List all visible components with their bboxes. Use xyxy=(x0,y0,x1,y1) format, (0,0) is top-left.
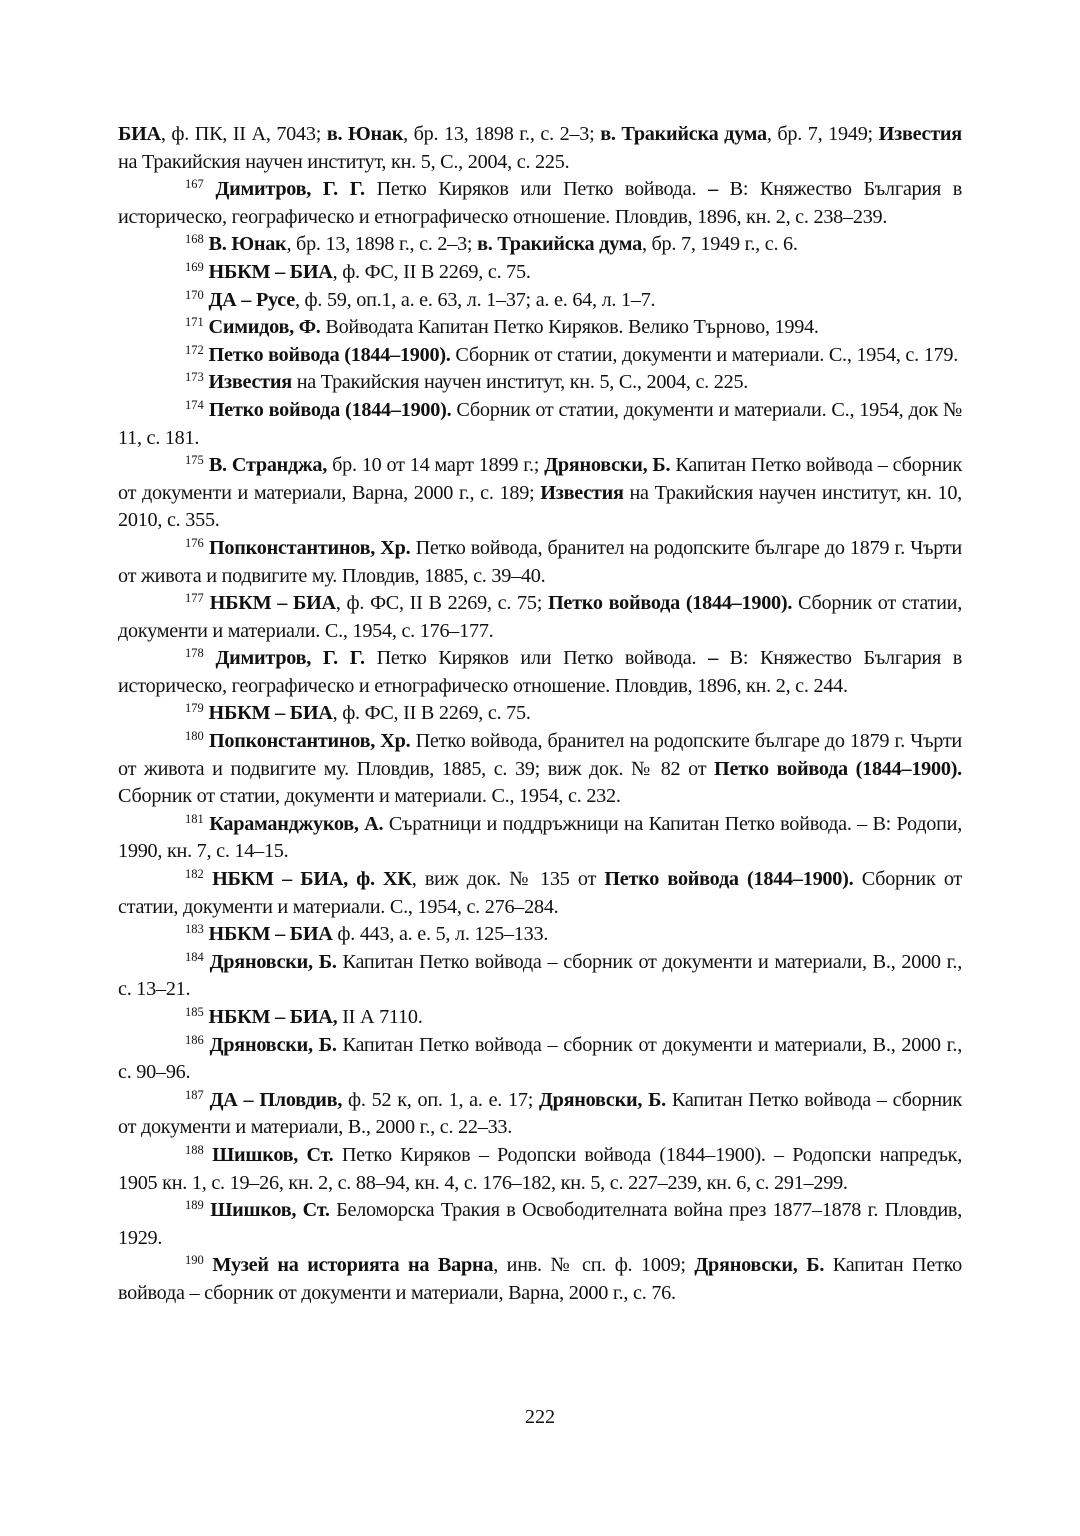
footnote-text: , бр. 13, 1898 г., с. 2–3; xyxy=(286,233,478,256)
footnote-text: Капитан Петко войвода – сборник от документи и материали, В., 2000 г., с. 22–33. xyxy=(118,1088,963,1139)
footnote-text: Капитан Петко войвода – сборник от документи и материали, В., 2000 г., с. 90–96. xyxy=(118,1033,963,1084)
footnote xyxy=(118,921,962,949)
footnote-bold-text: в. Юнак xyxy=(326,123,404,145)
footnote-bold-text: В. Странджа, xyxy=(208,454,328,477)
footnote-bold-text: – xyxy=(708,178,718,201)
footnote-bold-text: Попконстантинов, Хр. xyxy=(208,730,411,753)
footnote-bold-text: НБКМ – БИА xyxy=(208,260,333,283)
footnote-number: 168 xyxy=(185,232,204,247)
footnote-number: 185 xyxy=(185,1004,204,1019)
footnote xyxy=(118,342,962,370)
footnote-bold-text: Шишков, Ст. xyxy=(210,1199,330,1222)
footnote xyxy=(118,369,962,397)
footnote-number: 190 xyxy=(185,1253,204,1268)
footnote-text: В: Княжество България в историческо, географическо и етнографическо отношение. Пловдив, 1896, кн. 2, с. 238–239. xyxy=(118,178,963,228)
footnote-bold-text: Известия xyxy=(878,123,962,145)
footnotes-list xyxy=(118,121,962,1308)
footnote-text: , ф. ФС, II В 2269, с. 75. xyxy=(332,260,531,283)
footnote-bold-text: Димитров, Г. Г. xyxy=(215,647,365,670)
footnote-bold-text: ДА – Пловдив, xyxy=(209,1088,343,1111)
footnote-text: бр. 10 от 14 март 1899 г.; xyxy=(327,454,545,477)
footnote-bold-text: Петко войвода (1844–1900). xyxy=(604,868,854,891)
footnote-number: 177 xyxy=(185,590,204,605)
footnote xyxy=(118,121,962,176)
footnote xyxy=(118,397,962,452)
footnote-text: Беломорска Тракия в Освободителната война през 1877–1878 г. Пловдив, 1929. xyxy=(118,1199,963,1249)
footnote-number: 172 xyxy=(185,342,204,357)
footnote-text: Капитан Петко войвода – сборник от документи и материали, Варна, 2000 г., с. 76. xyxy=(118,1254,963,1304)
footnote-text: , ф. ФС, II В 2269, с. 75. xyxy=(332,702,531,725)
footnote-text: Петко войвода, бранител на родопските българе до 1879 г. Чърти от живота и подвигите му. Пловдив, 1885, с. 39; виж док. № 82 от xyxy=(118,730,962,780)
footnote-text: Петко Киряков или Петко войвода. xyxy=(364,647,709,670)
page-number: 222 xyxy=(524,1406,556,1428)
footnote-number: 171 xyxy=(185,314,204,329)
footnote xyxy=(118,590,962,645)
footnote-bold-text: Петко войвода (1844–1900). xyxy=(208,398,452,421)
footnote xyxy=(118,1004,962,1032)
footnote-bold-text: Петко войвода (1844–1900). xyxy=(547,592,793,615)
footnote-number: 173 xyxy=(185,370,204,385)
footnote-text: Сборник от статии, документи и материали. С., 1954, с. 276–284. xyxy=(118,868,962,918)
footnote-bold-text: в. Тракийска дума xyxy=(600,123,767,145)
footnote-text: , ф. ФС, II В 2269, с. 75; xyxy=(335,592,548,615)
footnote-number: 188 xyxy=(185,1142,204,1157)
footnote-text: Сборник от статии, документи и материали. С., 1954, с. 179. xyxy=(450,343,959,366)
footnote xyxy=(118,645,962,700)
footnote-number: 176 xyxy=(185,535,204,550)
footnote-text: Сборник от статии, документи и материали. С., 1954, с. 232. xyxy=(118,785,621,808)
footnote xyxy=(118,1252,962,1307)
footnote-number: 184 xyxy=(185,949,204,964)
footnote-number: 187 xyxy=(185,1087,204,1102)
footnote-bold-text: в. Тракийска дума xyxy=(477,233,642,256)
footnote xyxy=(118,1142,962,1197)
footnote-number: 170 xyxy=(185,287,204,302)
footnote-text: Петко войвода, бранител на родопските българе до 1879 г. Чърти от живота и подвигите му. Пловдив, 1885, с. 39–40. xyxy=(118,536,962,587)
footnote-number: 183 xyxy=(185,921,204,936)
footnote-text: В: Княжество България в историческо, географическо и етнографическо отношение. Пловдив, 1896, кн. 2, с. 244. xyxy=(118,647,963,697)
footnote-bold-text: НБКМ – БИА xyxy=(208,702,333,725)
footnote-number: 181 xyxy=(185,811,204,826)
footnote-number: 189 xyxy=(185,1197,204,1212)
footnote-text: Сборник от статии, документи и материали. С., 1954, с. 176–177. xyxy=(118,592,962,642)
footnote-text: Капитан Петко войвода – сборник от документи и материали, В., 2000 г., с. 13–21. xyxy=(118,950,963,1001)
footnote-bold-text: В. Юнак xyxy=(208,233,287,256)
footnote xyxy=(118,176,962,231)
footnote-bold-text: Шишков, Ст. xyxy=(212,1143,334,1166)
footnote-bold-text: ДА – Русе xyxy=(208,288,295,311)
footnote-text: Капитан Петко войвода – сборник от документи и материали, Варна, 2000 г., с. 189; xyxy=(118,454,962,504)
footnote xyxy=(118,452,962,535)
footnote-text: на Тракийския научен институт, кн. 5, С., 2004, с. 225. xyxy=(291,371,749,394)
footnote-text: ф. 52 к, оп. 1, а. е. 17; xyxy=(342,1088,539,1111)
footnote xyxy=(118,535,962,590)
footnote-bold-text: Петко войвода (1844–1900). xyxy=(208,343,451,366)
footnote-bold-text: Дряновски, Б. xyxy=(209,1033,337,1056)
footnote-bold-text: Караманджуков, А. xyxy=(209,812,384,835)
footnote-text: Войводата Капитан Петко Киряков. Велико Търново, 1994. xyxy=(320,316,819,339)
footnote-text: ф. 443, а. е. 5, л. 125–133. xyxy=(332,923,549,946)
footnote xyxy=(118,811,962,866)
footnote-bold-text: Дряновски, Б. xyxy=(538,1088,666,1111)
footnote-bold-text: Петко войвода (1844–1900). xyxy=(714,757,962,780)
footnote-number: 178 xyxy=(185,646,204,661)
footnote-bold-text: Дряновски, Б. xyxy=(209,950,337,973)
footnote-text: Петко Киряков или Петко войвода. xyxy=(364,178,709,201)
footnote xyxy=(118,949,962,1004)
footnote xyxy=(118,1032,962,1087)
footnote-bold-text: БИА xyxy=(118,123,161,145)
footnote-bold-text: – xyxy=(708,647,718,670)
footnote-text: , виж док. № 135 от xyxy=(411,868,605,891)
footnote xyxy=(118,231,962,259)
footnote-text: , бр. 7, 1949; xyxy=(766,123,879,145)
footnote-bold-text: Димитров, Г. Г. xyxy=(215,178,365,201)
footnote xyxy=(118,314,962,342)
footnote-text: Сборник от статии, документи и материали. С., 1954, док № 11, с. 181. xyxy=(118,398,963,449)
footnote-text: , бр. 13, 1898 г., с. 2–3; xyxy=(403,123,601,145)
footnote-text: , ф. 59, оп.1, а. е. 63, л. 1–37; а. е. 64, л. 1–7. xyxy=(294,288,656,311)
footnote-bold-text: НБКМ – БИА, ф. ХК xyxy=(212,868,412,891)
footnote xyxy=(118,1197,962,1252)
footnote-bold-text: Дряновски, Б. xyxy=(544,454,671,477)
footnote xyxy=(118,866,962,921)
footnote-number: 174 xyxy=(185,397,204,412)
footnote-number: 186 xyxy=(185,1032,204,1047)
footnote xyxy=(118,259,962,287)
footnote-number: 175 xyxy=(185,452,204,467)
footnote-number: 182 xyxy=(185,866,204,881)
footnote-bold-text: НБКМ – БИА xyxy=(209,592,336,615)
footnote xyxy=(118,700,962,728)
footnote-text: на Тракийския научен институт, кн. 10, 2010, с. 355. xyxy=(118,481,962,532)
footnote-bold-text: НБКМ – БИА xyxy=(208,923,333,946)
footnote-bold-text: Музей на историята на Варна xyxy=(212,1254,494,1277)
footnote-text: II А 7110. xyxy=(337,1006,423,1028)
footnote-text: , инв. № сп. ф. 1009; xyxy=(493,1254,695,1277)
footnote-number: 167 xyxy=(185,176,204,191)
footnote-bold-text: НБКМ – БИА, xyxy=(208,1006,338,1028)
footnote-number: 180 xyxy=(185,728,204,743)
footnote-bold-text: Симидов, Ф. xyxy=(208,316,321,339)
footnote-bold-text: Известия xyxy=(208,371,292,394)
footnote-text: Съратници и поддръжници на Капитан Петко войвода. – В: Родопи, 1990, кн. 7, с. 14–15. xyxy=(118,812,963,863)
footnote xyxy=(118,728,962,811)
footnote-bold-text: Попконстантинов, Хр. xyxy=(208,536,411,559)
footnote-bold-text: Известия xyxy=(540,481,624,504)
footnote-number: 179 xyxy=(185,701,204,716)
footnote-text: Петко Киряков – Родопски войвода (1844–1900). – Родопски напредък, 1905 кн. 1, с. 19–26, кн. 2, с. 88–94, кн. 4, с. 176–182, кн. 5, с. 227–239, кн. 6, с. 291–299. xyxy=(118,1143,962,1194)
footnote-text: , бр. 7, 1949 г., с. 6. xyxy=(641,233,798,256)
footnote-number: 169 xyxy=(185,259,204,274)
footnote xyxy=(118,1087,962,1142)
footnote xyxy=(118,287,962,315)
footnote-text: , ф. ПК, II А, 7043; xyxy=(160,123,327,145)
footnote-bold-text: Дряновски, Б. xyxy=(694,1254,825,1277)
footnote-text: на Тракийския научен институт, кн. 5, С., 2004, с. 225. xyxy=(118,150,570,173)
